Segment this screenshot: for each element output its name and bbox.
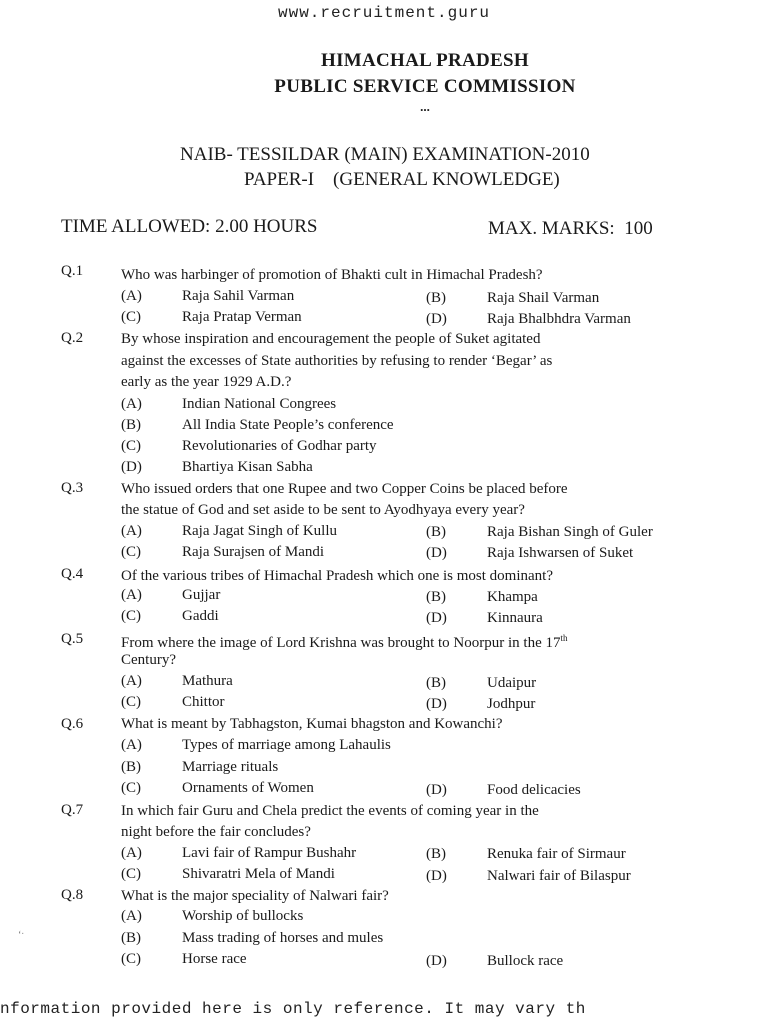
question-text: the statue of God and set aside to be sent to Ayodhyaya every year? xyxy=(121,502,525,518)
option-text: Renuka fair of Sirmaur xyxy=(487,846,626,862)
question-number: Q.8 xyxy=(61,887,84,903)
option-label: (D) xyxy=(426,545,447,561)
option-text: Ornaments of Women xyxy=(182,780,314,796)
option-text: Raja Shail Varman xyxy=(487,290,600,306)
option-text: Raja Pratap Verman xyxy=(182,309,302,325)
option-text: Raja Surajsen of Mandi xyxy=(182,544,325,560)
option-text: Shivaratri Mela of Mandi xyxy=(182,866,335,882)
question-number: Q.4 xyxy=(61,566,84,582)
option-label: (C) xyxy=(121,544,141,560)
org-ellipsis: ... xyxy=(420,99,430,114)
option-label: (C) xyxy=(121,780,141,796)
option-text: Revolutionaries of Godhar party xyxy=(182,438,377,454)
option-label: (B) xyxy=(121,759,141,775)
option-text: Gujjar xyxy=(182,587,221,603)
ordinal-superscript: th xyxy=(560,633,568,643)
option-label: (A) xyxy=(121,673,142,689)
option-label: (D) xyxy=(426,696,447,712)
option-text: Bhartiya Kisan Sabha xyxy=(182,459,313,475)
website-url: www.recruitment.guru xyxy=(277,4,491,22)
option-label: (A) xyxy=(121,845,142,861)
option-text: Food delicacies xyxy=(487,782,581,798)
option-label: (C) xyxy=(121,608,141,624)
option-text: Mathura xyxy=(182,673,233,689)
option-text: Bullock race xyxy=(487,953,564,969)
option-label: (C) xyxy=(121,694,141,710)
option-label: (C) xyxy=(121,866,141,882)
exam-title: NAIB- TESSILDAR (MAIN) EXAMINATION-2010 xyxy=(180,144,590,165)
option-text: Raja Bishan Singh of Guler xyxy=(487,524,653,540)
question-text-main: From where the image of Lord Krishna was brought to Noorpur in the 17 xyxy=(121,635,561,651)
option-text: Raja Sahil Varman xyxy=(182,288,295,304)
option-label: (C) xyxy=(121,309,141,325)
question-text xyxy=(121,633,568,652)
option-label: (C) xyxy=(121,438,141,454)
option-text: Raja Jagat Singh of Kullu xyxy=(182,523,337,539)
question-text: What is meant by Tabhagston, Kumai bhagston and Kowanchi? xyxy=(121,716,503,732)
option-text: Indian National Congrees xyxy=(182,396,337,412)
option-text: Jodhpur xyxy=(487,696,536,712)
option-label: (A) xyxy=(121,587,142,603)
org-name-line2: PUBLIC SERVICE COMMISSION xyxy=(274,76,576,97)
option-label: (A) xyxy=(121,396,142,412)
option-label: (C) xyxy=(121,951,141,967)
margin-mark: ‘ˑ xyxy=(18,930,25,941)
option-text: Kinnaura xyxy=(487,610,543,626)
question-number: Q.1 xyxy=(61,263,84,279)
question-number: Q.6 xyxy=(61,716,84,732)
option-label: (D) xyxy=(426,953,447,969)
option-label: (B) xyxy=(426,589,446,605)
option-label: (B) xyxy=(426,290,446,306)
question-text: What is the major speciality of Nalwari fair? xyxy=(121,888,389,904)
question-number: Q.5 xyxy=(61,631,84,647)
paper-title: PAPER-I (GENERAL KNOWLEDGE) xyxy=(244,169,560,190)
option-label: (A) xyxy=(121,288,142,304)
option-label: (B) xyxy=(426,524,446,540)
option-label: (B) xyxy=(426,675,446,691)
option-text: Gaddi xyxy=(182,608,219,624)
option-label: (A) xyxy=(121,737,142,753)
option-text: Horse race xyxy=(182,951,247,967)
question-text: Who issued orders that one Rupee and two Copper Coins be placed before xyxy=(121,481,568,497)
option-text: Chittor xyxy=(182,694,225,710)
question-text: Century? xyxy=(121,652,176,668)
option-label: (D) xyxy=(426,311,447,327)
option-text: Raja Ishwarsen of Suket xyxy=(487,545,634,561)
question-number: Q.7 xyxy=(61,802,84,818)
org-name-line1: HIMACHAL PRADESH xyxy=(320,50,529,71)
question-text: night before the fair concludes? xyxy=(121,824,311,840)
option-label: (D) xyxy=(426,610,447,626)
option-label: (D) xyxy=(426,868,447,884)
option-text: Mass trading of horses and mules xyxy=(182,930,384,946)
option-text: Worship of bullocks xyxy=(182,908,304,924)
question-text: Of the various tribes of Himachal Pradesh which one is most dominant? xyxy=(121,568,553,584)
question-number: Q.2 xyxy=(61,330,84,346)
option-text: Types of marriage among Lahaulis xyxy=(182,737,391,753)
max-marks: MAX. MARKS: 100 xyxy=(488,218,653,239)
option-text: Raja Bhalbhdra Varman xyxy=(487,311,631,327)
option-label: (D) xyxy=(121,459,142,475)
question-text: By whose inspiration and encouragement the people of Suket agitated xyxy=(121,331,541,347)
option-text: All India State People’s conference xyxy=(182,417,394,433)
question-text: early as the year 1929 A.D.? xyxy=(121,374,292,390)
option-text: Khampa xyxy=(487,589,538,605)
option-label: (B) xyxy=(121,930,141,946)
option-label: (B) xyxy=(426,846,446,862)
option-text: Nalwari fair of Bilaspur xyxy=(487,868,631,884)
option-text: Udaipur xyxy=(487,675,537,691)
question-text: Who was harbinger of promotion of Bhakti cult in Himachal Pradesh? xyxy=(121,267,543,283)
option-label: (A) xyxy=(121,523,142,539)
option-label: (D) xyxy=(426,782,447,798)
option-text: Marriage rituals xyxy=(182,759,279,775)
option-label: (A) xyxy=(121,908,142,924)
option-text: Lavi fair of Rampur Bushahr xyxy=(182,845,357,861)
option-label: (B) xyxy=(121,417,141,433)
question-text: against the excesses of State authorities by refusing to render ‘Begar’ as xyxy=(121,353,553,369)
footer-disclaimer: nformation provided here is only reference. It may vary th xyxy=(0,1000,586,1018)
time-allowed: TIME ALLOWED: 2.00 HOURS xyxy=(61,216,318,237)
question-text: In which fair Guru and Chela predict the events of coming year in the xyxy=(121,803,539,819)
question-number: Q.3 xyxy=(61,480,84,496)
